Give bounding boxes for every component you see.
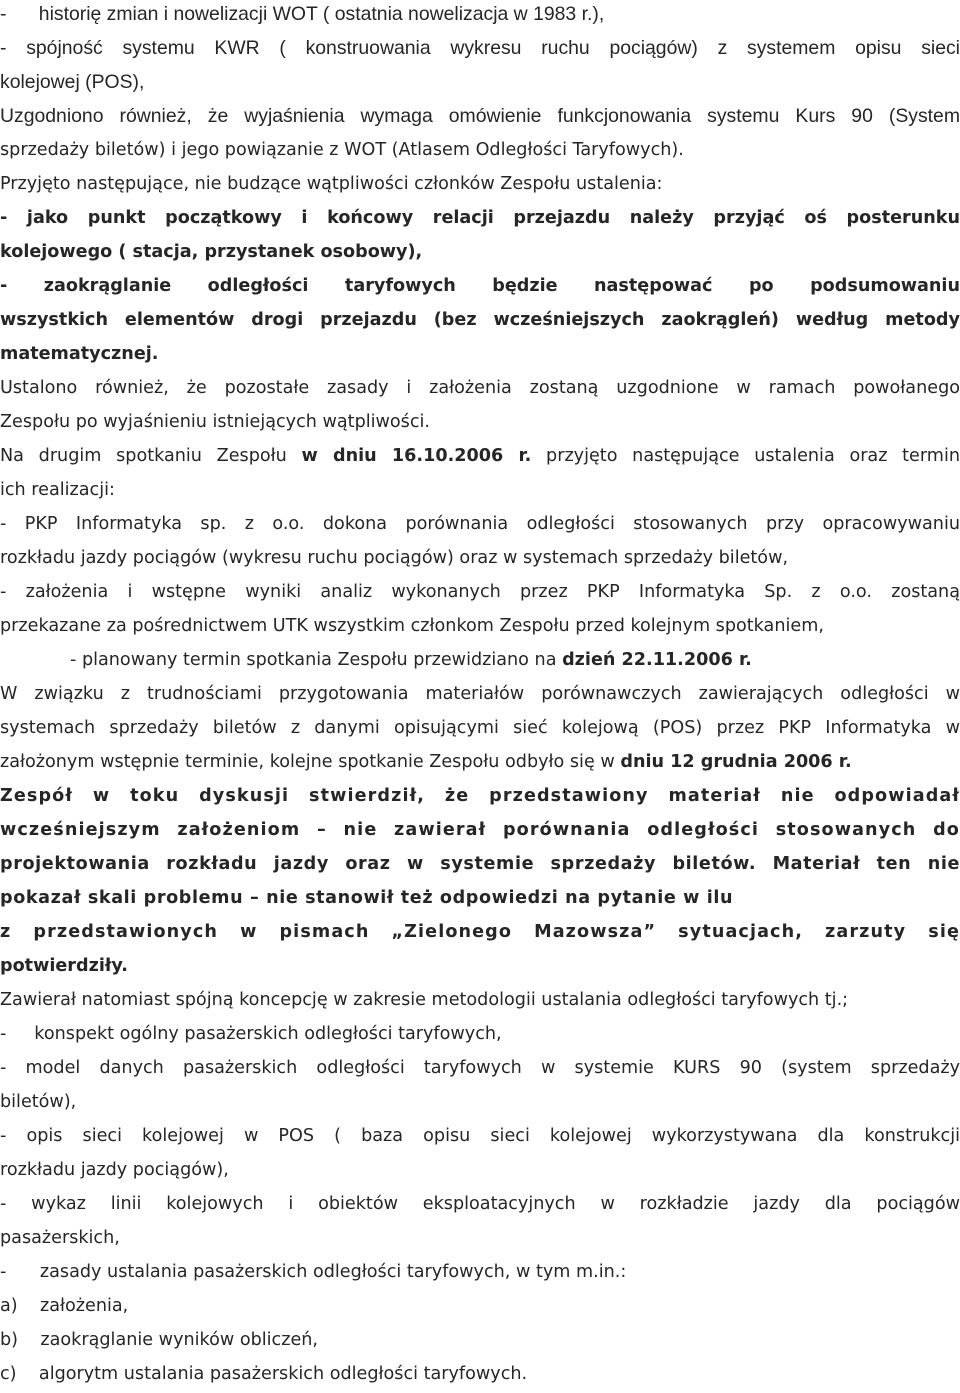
text-line: - zasady ustalania pasażerskich odległości taryfowych, w tym m.in.: [0, 1262, 627, 1282]
text-line: potwierdziły. [0, 956, 128, 976]
text-line: Zawierał natomiast spójną koncepcję w zakresie metodologii ustalania odległości taryfowych tj.; [0, 990, 849, 1010]
text-line: przekazane za pośrednictwem UTK wszystkim członkom Zespołu przed kolejnym spotkaniem, [0, 616, 824, 636]
text-line: Zespołu po wyjaśnieniu istniejących wątpliwości. [0, 412, 430, 432]
text-line: b) zaokrąglanie wyników obliczeń, [0, 1330, 319, 1350]
text-line: rozkładu jazdy pociągów (wykresu ruchu pociągów) oraz w systemach sprzedaży biletów, [0, 548, 789, 568]
text-line: matematycznej. [0, 344, 159, 364]
text-line: - historię zmian i nowelizacji WOT ( ostatnia nowelizacja w 1983 r.), [0, 3, 605, 25]
text-line: sprzedaży biletów) i jego powiązanie z WOT (Atlasem Odległości Taryfowych). [0, 140, 684, 160]
text-line: - jako punkt początkowy i końcowy relacji przejazdu należy przyjąć oś posterunku [0, 208, 960, 228]
text-line: - założenia i wstępne wyniki analiz wykonanych przez PKP Informatyka Sp. z o.o. zostaną [0, 582, 960, 602]
text-line: a) założenia, [0, 1296, 129, 1316]
text-line: biletów), [0, 1092, 77, 1112]
text-line: - wykaz linii kolejowych i obiektów eksploatacyjnych w rozkładzie jazdy dla pociągów [0, 1194, 960, 1214]
text-line: - opis sieci kolejowej w POS ( baza opisu sieci kolejowej wykorzystywana dla konstrukcji [0, 1126, 960, 1146]
text-line: Uzgodniono również, że wyjaśnienia wymaga omówienie funkcjonowania systemu Kurs 90 (System [0, 105, 960, 127]
text-line: - spójność systemu KWR ( konstruowania wykresu ruchu pociągów) z systemem opisu sieci [0, 37, 960, 59]
text-line: kolejowego ( stacja, przystanek osobowy), [0, 242, 423, 262]
text-line: kolejowej (POS), [0, 71, 145, 93]
text-line: Przyjęto następujące, nie budzące wątpliwości członków Zespołu ustalenia: [0, 174, 663, 194]
text-line: - konspekt ogólny pasażerskich odległości taryfowych, [0, 1024, 502, 1044]
text-line: założonym wstępnie terminie, kolejne spotkanie Zespołu odbyło się w dniu 12 grudnia 2006 r. [0, 752, 852, 772]
text-line: - PKP Informatyka sp. z o.o. dokona porównania odległości stosowanych przy opracowywaniu [0, 514, 960, 534]
date-highlight: dniu 12 grudnia 2006 r. [620, 752, 852, 772]
text-line: Zespół w toku dyskusji stwierdził, że przedstawiony materiał nie odpowiadał [0, 786, 960, 806]
text-line: projektowania rozkładu jazdy oraz w systemie sprzedaży biletów. Materiał ten nie [0, 854, 960, 874]
date-highlight: dzień 22.11.2006 r. [562, 650, 752, 670]
text-line: - planowany termin spotkania Zespołu przewidziano na dzień 22.11.2006 r. [70, 650, 752, 670]
text-line: - model danych pasażerskich odległości taryfowych w systemie KURS 90 (system sprzedaży [0, 1058, 960, 1078]
text-line: c) algorytm ustalania pasażerskich odległości taryfowych. [0, 1364, 528, 1384]
text-line: pasażerskich, [0, 1228, 120, 1248]
text-line: wszystkich elementów drogi przejazdu (bez wcześniejszych zaokrągleń) według metody [0, 310, 960, 330]
text-line: wcześniejszym założeniom – nie zawierał porównania odległości stosowanych do [0, 820, 960, 840]
text-line: - zaokrąglanie odległości taryfowych będzie następować po podsumowaniu [0, 276, 960, 296]
text-line: ich realizacji: [0, 480, 115, 500]
text-line: Ustalono również, że pozostałe zasady i założenia zostaną uzgodnione w ramach powołanego [0, 378, 960, 398]
date-highlight: w dniu 16.10.2006 r. [301, 446, 532, 466]
text-line: z przedstawionych w pismach „Zielonego Mazowsza” sytuacjach, zarzuty się [0, 922, 960, 942]
text-line: pokazał skali problemu – nie stanowił też odpowiedzi na pytanie w ilu [0, 888, 734, 908]
text-line: W związku z trudnościami przygotowania materiałów porównawczych zawierających odległości w [0, 684, 960, 704]
text-line: systemach sprzedaży biletów z danymi opisującymi sieć kolejową (POS) przez PKP Informatyka w [0, 718, 960, 738]
text-line: Na drugim spotkaniu Zespołu w dniu 16.10.2006 r. przyjęto następujące ustalenia oraz termin [0, 446, 960, 466]
text-line: rozkładu jazdy pociągów), [0, 1160, 229, 1180]
